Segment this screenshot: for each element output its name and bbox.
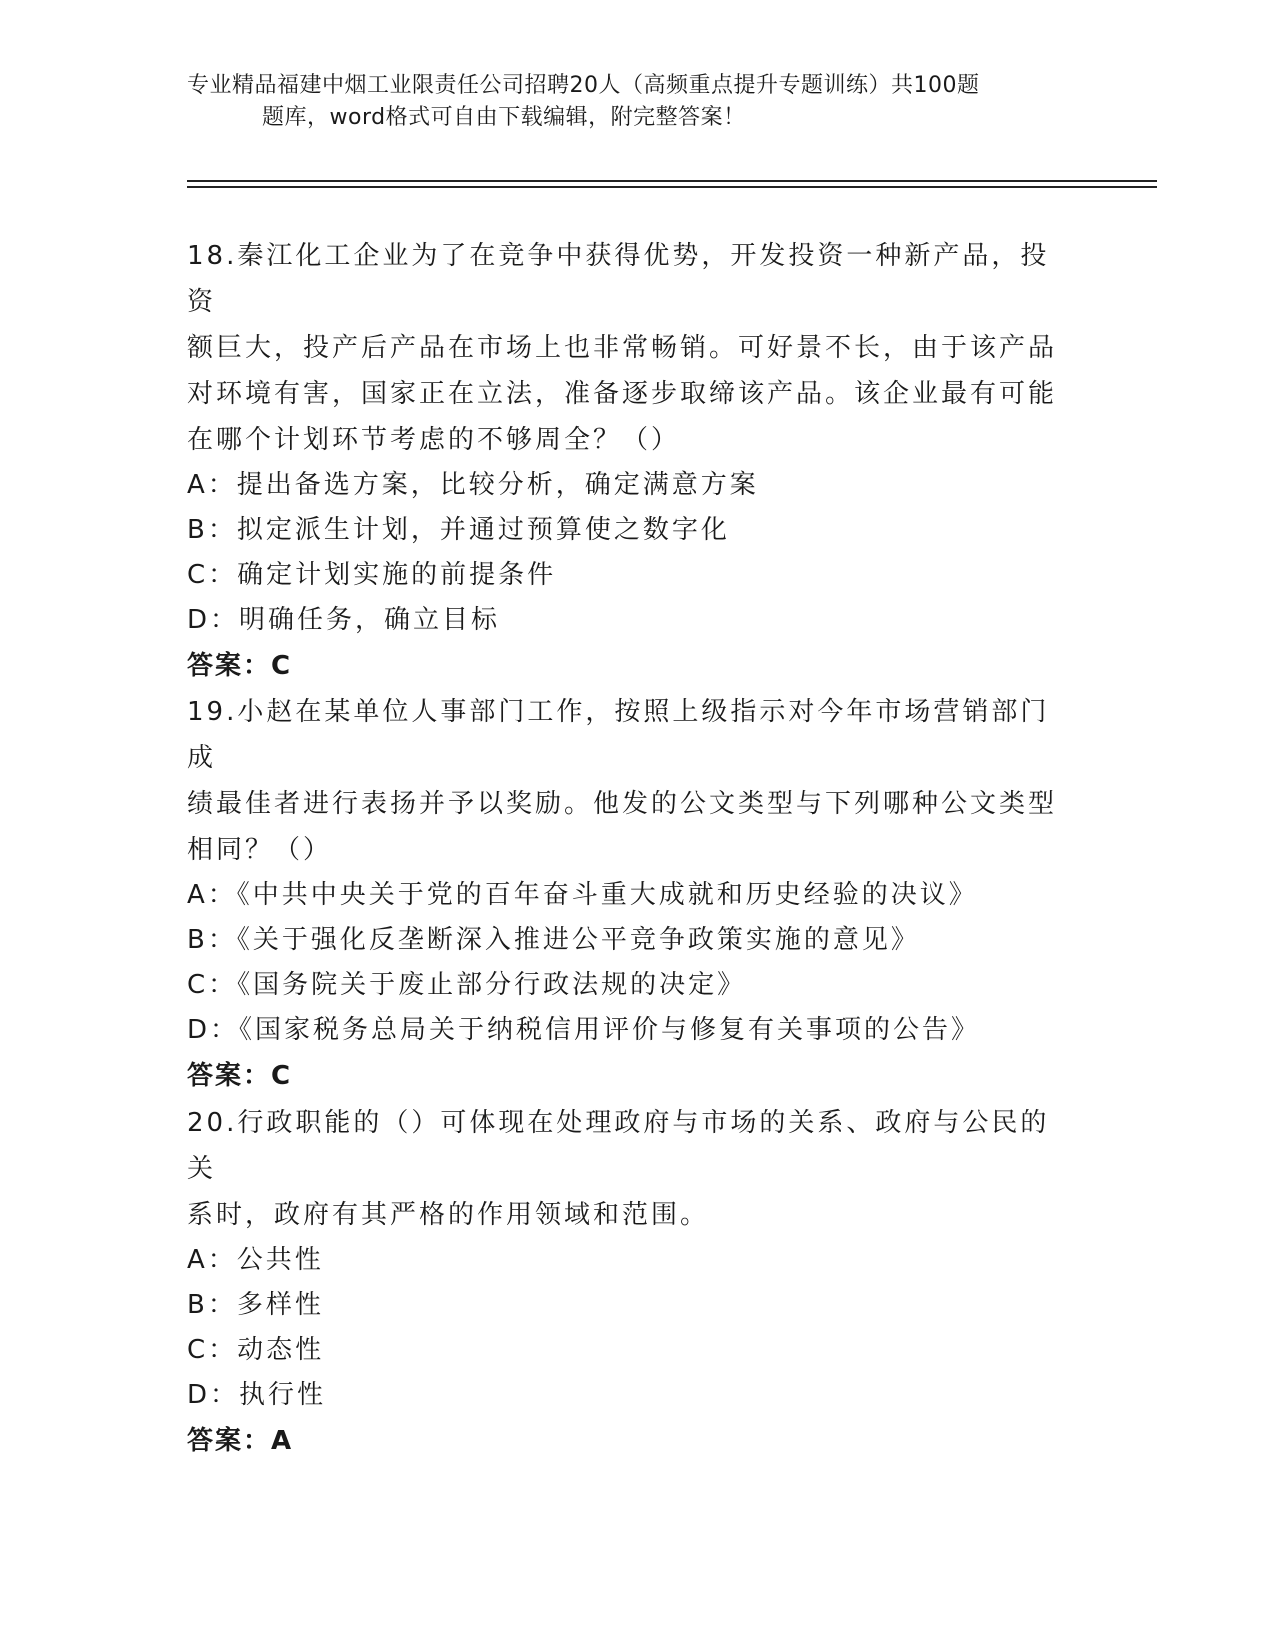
stem-line: 18.秦江化工企业为了在竞争中获得优势，开发投资一种新产品，投资 <box>187 241 1050 317</box>
option-d: D：《国家税务总局关于纳税信用评价与修复有关事项的公告》 <box>187 1015 981 1045</box>
option-b: B：拟定派生计划，并通过预算使之数字化 <box>187 515 730 545</box>
option-c: C：确定计划实施的前提条件 <box>187 560 557 590</box>
option-a: A：《中共中央关于党的百年奋斗重大成就和历史经验的决议》 <box>187 880 978 910</box>
question-stem <box>187 689 1077 873</box>
question-stem <box>187 1100 1077 1238</box>
stem-line: 额巨大，投产后产品在市场上也非常畅销。可好景不长，由于该产品 <box>187 333 1058 363</box>
option-a: A：提出备选方案，比较分析，确定满意方案 <box>187 470 759 500</box>
answer-line: 答案：C <box>187 651 293 681</box>
question-18 <box>187 233 1077 689</box>
header-title-line-2: 题库，word格式可自由下载编辑，附完整答案！ <box>262 105 746 130</box>
option-c: C：《国务院关于废止部分行政法规的决定》 <box>187 970 747 1000</box>
question-19 <box>187 689 1077 1099</box>
option-b: B：多样性 <box>187 1290 324 1320</box>
answer-line: 答案：A <box>187 1426 294 1456</box>
stem-line: 相同？（） <box>187 835 333 865</box>
stem-line: 对环境有害，国家正在立法，准备逐步取缔该产品。该企业最有可能 <box>187 379 1058 409</box>
answer-line: 答案：C <box>187 1061 293 1091</box>
question-stem <box>187 233 1077 463</box>
document-header <box>187 70 1087 134</box>
stem-line: 19.小赵在某单位人事部门工作，按照上级指示对今年市场营销部门成 <box>187 697 1050 773</box>
stem-line: 系时，政府有其严格的作用领域和范围。 <box>187 1200 710 1230</box>
question-20 <box>187 1100 1077 1464</box>
stem-line: 在哪个计划环节考虑的不够周全？（） <box>187 425 681 455</box>
header-divider-top <box>187 180 1157 182</box>
option-a: A：公共性 <box>187 1245 324 1275</box>
header-title-line-1: 专业精品福建中烟工业限责任公司招聘20人（高频重点提升专题训练）共100题 <box>187 73 980 98</box>
stem-line: 20.行政职能的（）可体现在处理政府与市场的关系、政府与公民的关 <box>187 1108 1050 1184</box>
stem-line: 绩最佳者进行表扬并予以奖励。他发的公文类型与下列哪种公文类型 <box>187 789 1058 819</box>
option-c: C：动态性 <box>187 1335 325 1365</box>
header-divider-bottom <box>187 186 1157 188</box>
option-d: D：明确任务，确立目标 <box>187 605 501 635</box>
option-b: B：《关于强化反垄断深入推进公平竞争政策实施的意见》 <box>187 925 920 955</box>
option-d: D：执行性 <box>187 1380 327 1410</box>
